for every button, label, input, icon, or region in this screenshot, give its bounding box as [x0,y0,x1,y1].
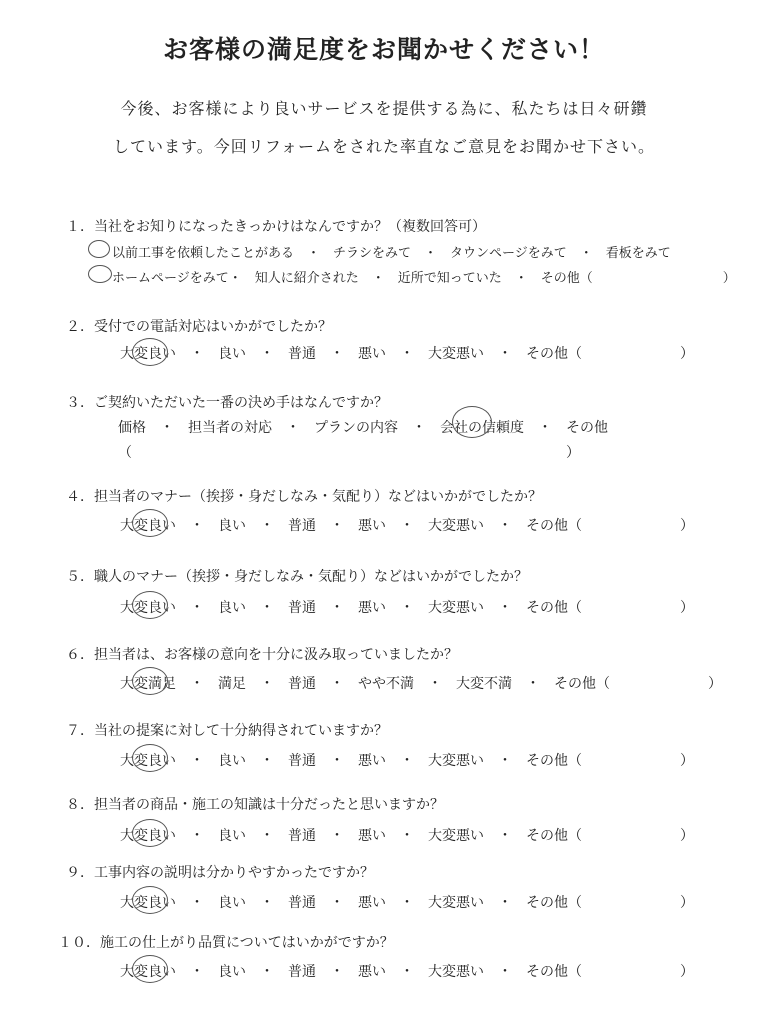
question-1-check-mark-2 [88,265,112,283]
question-8-options: 大変良い ・ 良い ・ 普通 ・ 悪い ・ 大変悪い ・ その他（ ） [120,828,694,844]
question-3: ３．ご契約いただいた一番の決め手はなんですか？ [66,395,388,411]
question-1-options-line-2: ホームページをみて・ 知人に紹介された ・ 近所で知っていた ・ その他（ ） [112,271,736,286]
question-1-check-mark-1 [88,240,110,258]
question-8: ８．担当者の商品・施工の知識は十分だったと思いますか？ [66,797,444,813]
question-2: ２．受付での電話対応はいかがでしたか？ [66,319,332,335]
question-9-options: 大変良い ・ 良い ・ 普通 ・ 悪い ・ 大変悪い ・ その他（ ） [120,895,694,911]
question-3-options-line-2: （ ） [118,445,580,461]
question-10: １０．施工の仕上がり品質についてはいかがですか？ [58,935,394,951]
question-6: ６．担当者は、お客様の意向を十分に汲み取っていましたか？ [66,647,458,663]
question-1: １．当社をお知りになったきっかけはなんですか？（複数回答可） [66,219,486,235]
question-3-options-line-1: 価格 ・ 担当者の対応 ・ プランの内容 ・ 会社の信頼度 ・ その他 [118,420,608,436]
question-6-options: 大変満足 ・ 満足 ・ 普通 ・ やや不満 ・ 大変不満 ・ その他（ ） [120,676,722,692]
question-10-options: 大変良い ・ 良い ・ 普通 ・ 悪い ・ 大変悪い ・ その他（ ） [120,964,694,980]
question-5-options: 大変良い ・ 良い ・ 普通 ・ 悪い ・ 大変悪い ・ その他（ ） [120,600,694,616]
question-7: ７．当社の提案に対して十分納得されていますか？ [66,723,388,739]
intro-line-1: 今後、お客様により良いサービスを提供する為に、私たちは日々研鑽 [120,99,648,118]
question-9: ９．工事内容の説明は分かりやすかったですか？ [66,865,374,881]
question-2-options: 大変良い ・ 良い ・ 普通 ・ 悪い ・ 大変悪い ・ その他（ ） [120,346,694,362]
question-7-options: 大変良い ・ 良い ・ 普通 ・ 悪い ・ 大変悪い ・ その他（ ） [120,753,694,769]
question-4-options: 大変良い ・ 良い ・ 普通 ・ 悪い ・ 大変悪い ・ その他（ ） [120,518,694,534]
question-1-options-line-1: 以前工事を依頼したことがある ・ チラシをみて ・ タウンページをみて ・ 看板をみて [112,246,671,261]
question-5: ５．職人のマナー（挨拶・身だしなみ・気配り）などはいかがでしたか？ [66,569,528,585]
question-4: ４．担当者のマナー（挨拶・身だしなみ・気配り）などはいかがでしたか？ [66,489,542,505]
survey-title: お客様の満足度をお聞かせください！ [162,35,605,64]
intro-line-2: しています。今回リフォームをされた率直なご意見をお聞かせ下さい。 [113,137,655,156]
